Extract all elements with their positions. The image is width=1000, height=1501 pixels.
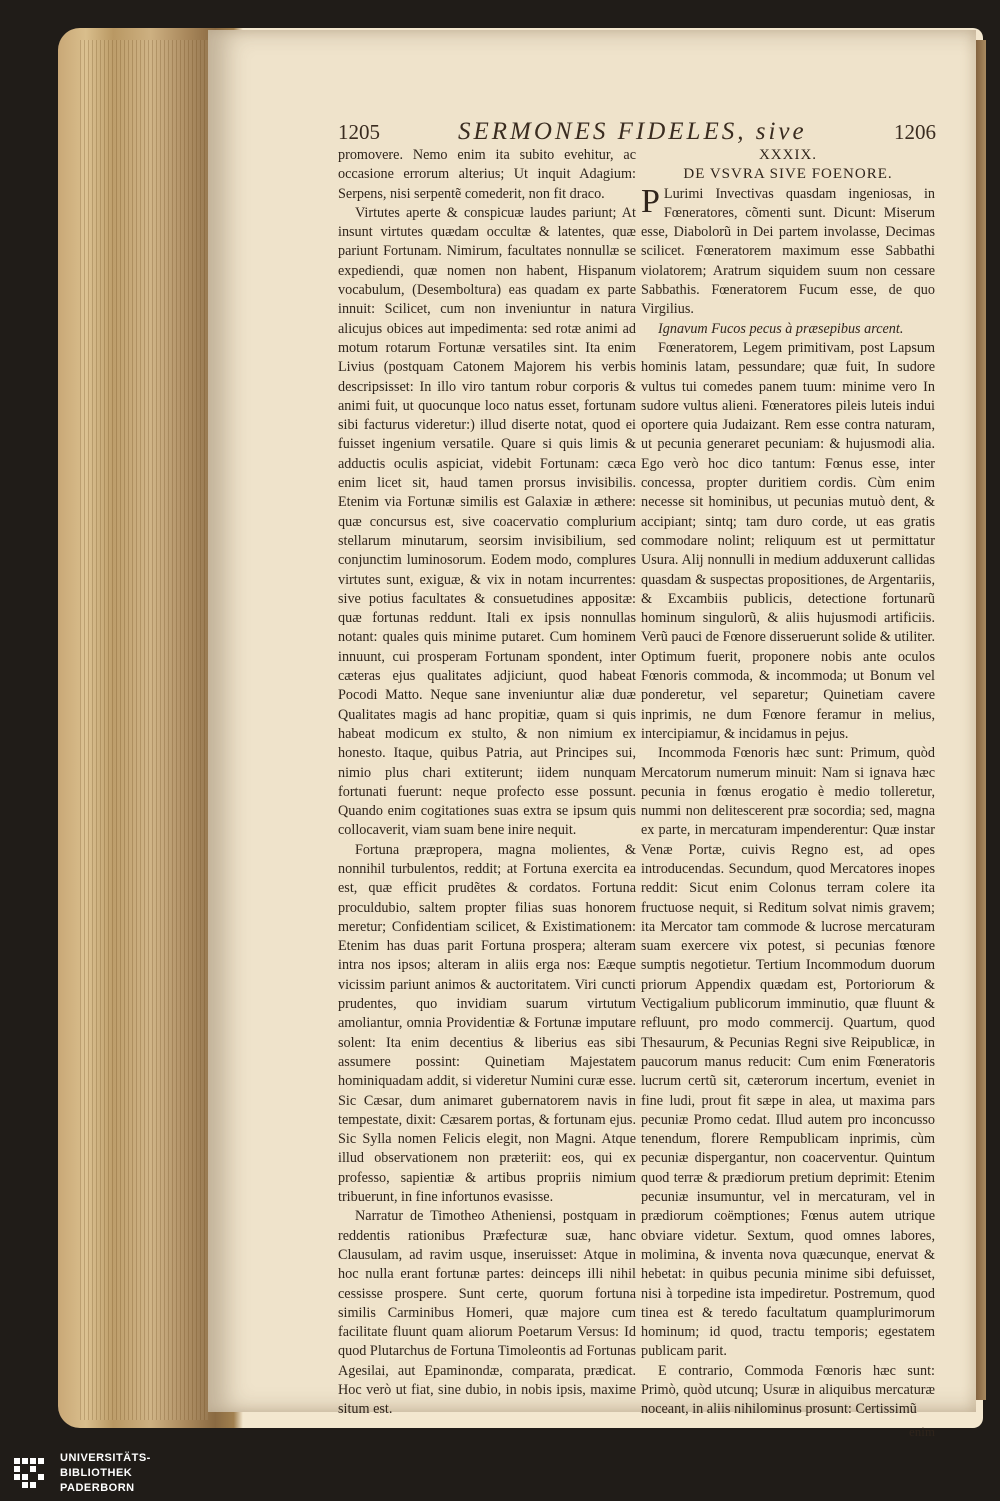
virgil-quote: Ignavum Fucos pecus à præsepibus arcent. bbox=[658, 320, 904, 337]
catchword: enim bbox=[909, 1423, 935, 1439]
right-paragraph: Incommoda Fœnoris hæc sunt: Primum, quòd Mercatorum numerum minuit: Nam si ignava hæc pecunia in fœnus erogatio è medio tolleretur, nummi non delitescerent præ socordia; sed, magna ex parte, in mercaturam impenderentur: Quæ instar Venæ Portæ, cuivis Regno est, ad opes introducendas. Secundum, quod Mercatores inopes reddit: Sicut enim Colonus terram colere ita fructuose nequit, si Reditum solvat nimis gravem; ita Mercator tam commode & lucrose mercaturam suam exercere vix potest, si pecunias fœnore sumptis negotietur. Tertium Incommodum duorum priorum Appendix quædam est, Portoriorum & Vectigalium publicorum imminutio, quæ fluunt & refluunt, pro modo commercij. Quartum, quod Thesaurum, & Pecunias Regni sive Reipublicæ, in paucorum manus reducit: Cum enim Fœneratoris lucrum certũ sit, cæterorum incertum, eveniet in fine ludi, prout fit sæpe in alea, ut maxima pars pecuniæ Promo cedat. Illud autem pro inconcusso tenendum, florere Rempublicam inprimis, cùm pecuniæ dispergantur, non coacerventur. Quintum quod terræ & prædiorum pretium deprimit: Etenim pecuniæ insumuntur, vel in mercaturam, vel in prædiorum coëmptiones; Fœnus autem utrique obviare videtur. Sextum, quod omnes labores, molimina, & inventa nova quæcunque, enervat & hebetat: in quibus pecunia minime sibi defuisset, nisi à torpedine ista impediretur. Postremum, quod tinea est & teredo facultatum quamplurimorum hominum; id quod, tractu temporis; egestatem publicam parit. bbox=[641, 745, 935, 1360]
opening-text: Lurimi Invectivas quasdam ingeniosas, in Fœneratores, cõmenti sunt. Dicunt: Miserum esse, Diabolorũ in Dei partem involasse, Decimas scilicet. Fœneratorem maximum esse Sabbathi violatorem; Aratrum siquidem suum non cessare Sabbathis. Fœneratorem Fucum esse, de quo Virgilius. bbox=[641, 185, 935, 318]
page-edges bbox=[80, 40, 208, 1420]
drop-cap: P bbox=[641, 182, 660, 220]
library-logo bbox=[10, 1452, 170, 1497]
running-title: SERMONES FIDELES, sive bbox=[458, 118, 807, 145]
page-number-right: 1206 bbox=[894, 120, 936, 144]
page-number-left: 1205 bbox=[338, 120, 380, 144]
right-paragraph: E contrario, Commoda Fœnoris hæc sunt: Primò, quòd utcunq; Usuræ in aliquibus mercaturæ noceant, in aliis nihilominus prosunt: Certissimũ bbox=[641, 1362, 935, 1418]
logo-text-line3: PADERBORN bbox=[60, 1482, 135, 1494]
left-paragraph: Virtutes aperte & conspicuæ laudes pariunt; At insunt virtutes quædam occultæ & latentes, quæ pariunt Fortunam. Nimirum, facultates nonnullæ se expediendi, quæ nomen non habent, Hispanum vocabulum, (Desemboltura) eas quadam ex parte innuit: Scilicet, cum non inveniuntur in natura alicujus obices aut impedimenta: sed rotæ animi ad motum rotarum Fortunæ versatiles sint. Ita enim Livius (postquam Catonem Majorem his verbis descripsisset: In illo viro tantum robur corporis & animi fuit, ut quocunque loco natus esset, fortunam sibi facturus videretur:) illud diserte notat, quod ei fuisset ingenium versatile. Quare si quis limis & adductis oculis aspiciat, videbit Fortunam: cæca enim licet sit, haud tamen prorsus invisibilis. Etenim via Fortunæ similis est Galaxiæ in æthere: quæ concursus est, sive coacervatio complurium stellarum minutarum, seorsim invisibilium, sed conjunctim luminosorum. Eodem modo, complures virtutes sunt, exiguæ, & vix in notam incurrentes: sive potius facultates & consuetudines appositæ: quæ fortunas reddunt. Itali ex ipsis nonnullas notant: quales quis minime putaret. Cum hominem innuunt, cui prosperam Fortunam spondent, inter cæteras ejus qualitates adjiciunt, quod habeat Pocodi Matto. Neque sane inveniuntur aliæ duæ Qualitates magis ad hanc propitiæ, quam si quis habeat modicum ex stulto, & non nimium ex honesto. Itaque, quibus Patria, aut Principes sui, nimio plus chari extiterunt; iidem nunquam fortunati fuerunt: neque profecto esse possunt. Quando enim cogitationes suas extra se ipsum quis collocaverit, viam suam bene inire nequit. bbox=[338, 204, 636, 839]
library-logo-icon bbox=[10, 1454, 50, 1494]
logo-text-line2: BIBLIOTHEK bbox=[60, 1467, 133, 1479]
left-paragraph: Fortuna præpropera, magna molientes, & nonnihil turbulentos, reddit; at Fortuna exercita ea est, quæ efficit prudẽtes & cordatos. Fortuna proculdubio, saltem propter filias suas honorem meretur; Confidentiam scilicet, & Existimationem: Etenim has duas parit Fortuna prospera; alteram intra nos ipsos; alteram in aliis erga nos: Eæque vicissim pariunt animos & auctoritatem. Viri cuncti prudentes, quo invidiam suarum virtutum amoliantur, omnia Providentiæ & Fortunæ imputare solent: Ita enim decentius & liberius eas sibi assumere possint: Quinetiam Majestatem hominiquadam addit, si videretur Numini curæ esse. Sic Cæsar, dum animaret gubernatorem navis in tempestate, dixit: Cæsarem portas, & fortunam ejus. Sic Sylla nomen Felicis elegit, non Magni. Atque illud observationem non præteriit: eos, qui ex professo, sapientiæ & artibus propriis nimium tribuerunt, in fine infortunos evasisse. bbox=[338, 841, 636, 1206]
chapter-title: DE VSVRA SIVE FOENORE. bbox=[683, 166, 893, 183]
chapter-number: XXXIX. bbox=[758, 147, 818, 163]
right-paragraph: Fœneratorem, Legem primitivam, post Lapsum hominis latam, pessundare; quæ fuit, In sudore vultus tui comedes panem tuum: minime vero In sudore vultus alieni. Fœneratores pileis luteis indui oportere quia Judaizant. Rem esse contra naturam, ut pecunia generaret pecuniam: & hujusmodi alia. Ego verò hoc dico tantum: Fœnus esse, inter concessa, propter duritiem cordis. Cùm enim necesse sit hominibus, ut pecunias mutuò dent, & accipiant; sintq; tam duro corde, ut eas gratis commodare nolint; reliquum est ut permittatur Usura. Alij nonnulli in medium adduxerunt callidas quasdam & suspectas propositiones, de Argentariis, & Excambiis publicis, detectione fortunarũ hominum singulorũ, & aliis hujusmodi artificiis. Verũ pauci de Fœnore disseruerunt solide & utiliter. Optimum fuerit, proponere nobis ante oculos Fœnoris commoda, & incommoda; ut Bonum vel ponderetur, vel separetur; Quinetiam cavere inprimis, ne dum Fœnore feramur in melius, intercipiamur, & incidamus in pejus. bbox=[641, 339, 935, 742]
left-paragraph: Narratur de Timotheo Atheniensi, postquam in reddentis rationibus Præfecturæ suæ, hanc Clausulam, ad ravim usque, inseruisset: Atque in hoc nulla erant fortunæ partes: deinceps illi nihil cessisse prospere. Sunt certe, quorum fortuna similis Carminibus Homeri, quæ majore cum facilitate fluunt quam aliorum Poetarum Versus: Id quod Plutarchus de Fortuna Timoleontis ad Fortunas Agesilai, aut Epaminondæ, comparata, prædicat. Hoc verò ut fiat, sine dubio, in nobis ipsis, maxime situm est. bbox=[338, 1208, 636, 1418]
right-text-column bbox=[641, 146, 935, 1441]
left-paragraph: promovere. Nemo enim ita subito evehitur, ac occasione errorum alterius; Ut inquit Adagium: Serpens, nisi serpentẽ comederit, non fit draco. bbox=[338, 147, 636, 202]
left-text-column bbox=[338, 146, 636, 1420]
logo-text-line1: UNIVERSITÄTS- bbox=[60, 1452, 151, 1464]
opening-paragraph bbox=[641, 182, 935, 320]
